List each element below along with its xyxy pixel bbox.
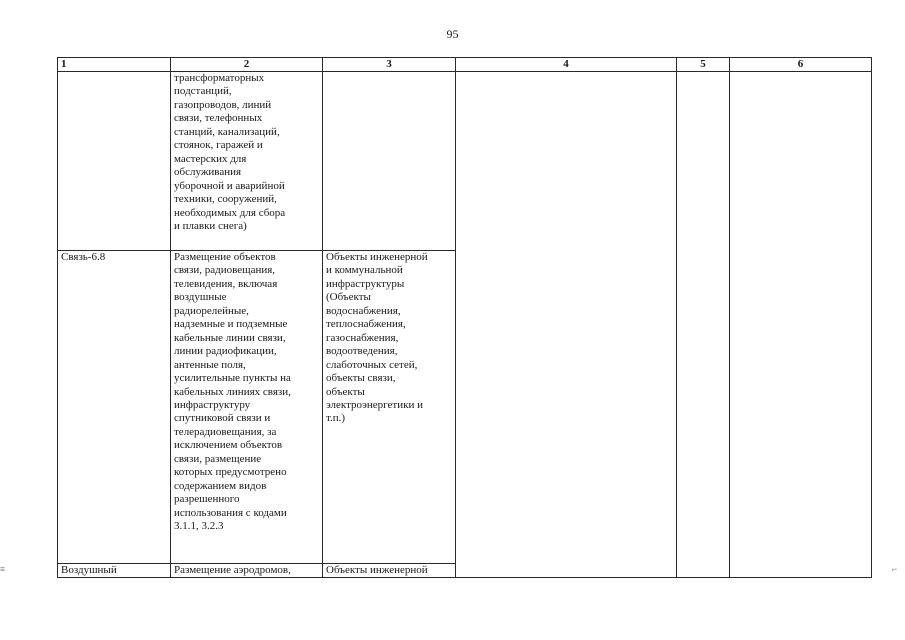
header-row: [58, 58, 872, 72]
column-header-2: 2: [171, 58, 323, 72]
table-cell: [171, 72, 323, 251]
page-number: 95: [446, 27, 459, 41]
right-edge-mark: ⌐: [892, 564, 898, 574]
table-cell: [58, 564, 171, 578]
table-row: [58, 72, 872, 251]
table-cell: [171, 564, 323, 578]
table-cell: [323, 72, 456, 251]
column-header-1: 1: [58, 58, 171, 72]
column-header-4: 4: [456, 58, 677, 72]
cell-text: Размещение аэродромов,: [174, 564, 291, 576]
table-cell-merged-col6: [730, 72, 872, 578]
column-header-3: 3: [323, 58, 456, 72]
column-header-5: 5: [677, 58, 730, 72]
cell-text: Связь-6.8: [61, 251, 106, 263]
table-cell: [58, 251, 171, 564]
cell-text: Объекты инженерной: [326, 564, 428, 576]
left-edge-mark: ≡: [0, 564, 6, 574]
cell-text: Объекты инженерной и коммунальной инфраструктуры (Объекты водоснабжения, теплоснабжения, газоснабжения, водоотведения, слаботочных сетей, объекты связи, объекты электроэнергетики и т.п.): [326, 251, 428, 425]
cell-text: трансформаторных подстанций, газопроводов, линий связи, телефонных станций, канализаций, стоянок, гаражей и мастерских для обслуживания уборочной и аварийной техники, сооружений, необходимых для сбора и плавки снега): [174, 72, 286, 232]
cell-text: Размещение объектов связи, радиовещания, телевидения, включая воздушные радиорелейные, надземные и подземные кабельные линии связи, линии радиофикации, антенные поля, усилительные пункты на кабельных линиях связи, инфраструктуру спутниковой связи и телерадиовещания, за исключением объектов связи, размещение которых предусмотрено содержанием видов разрешенного использования с кодами 3.1.1, 3.2.3: [174, 251, 291, 533]
column-header-6: 6: [730, 58, 872, 72]
table-cell-merged-col4: [456, 72, 677, 578]
table-cell: [58, 72, 171, 251]
table-cell-merged-col5: [677, 72, 730, 578]
regulations-table: [57, 57, 872, 578]
table-cell: [323, 251, 456, 564]
table-cell: [171, 251, 323, 564]
cell-text: Воздушный: [61, 564, 117, 576]
table-cell: [323, 564, 456, 578]
